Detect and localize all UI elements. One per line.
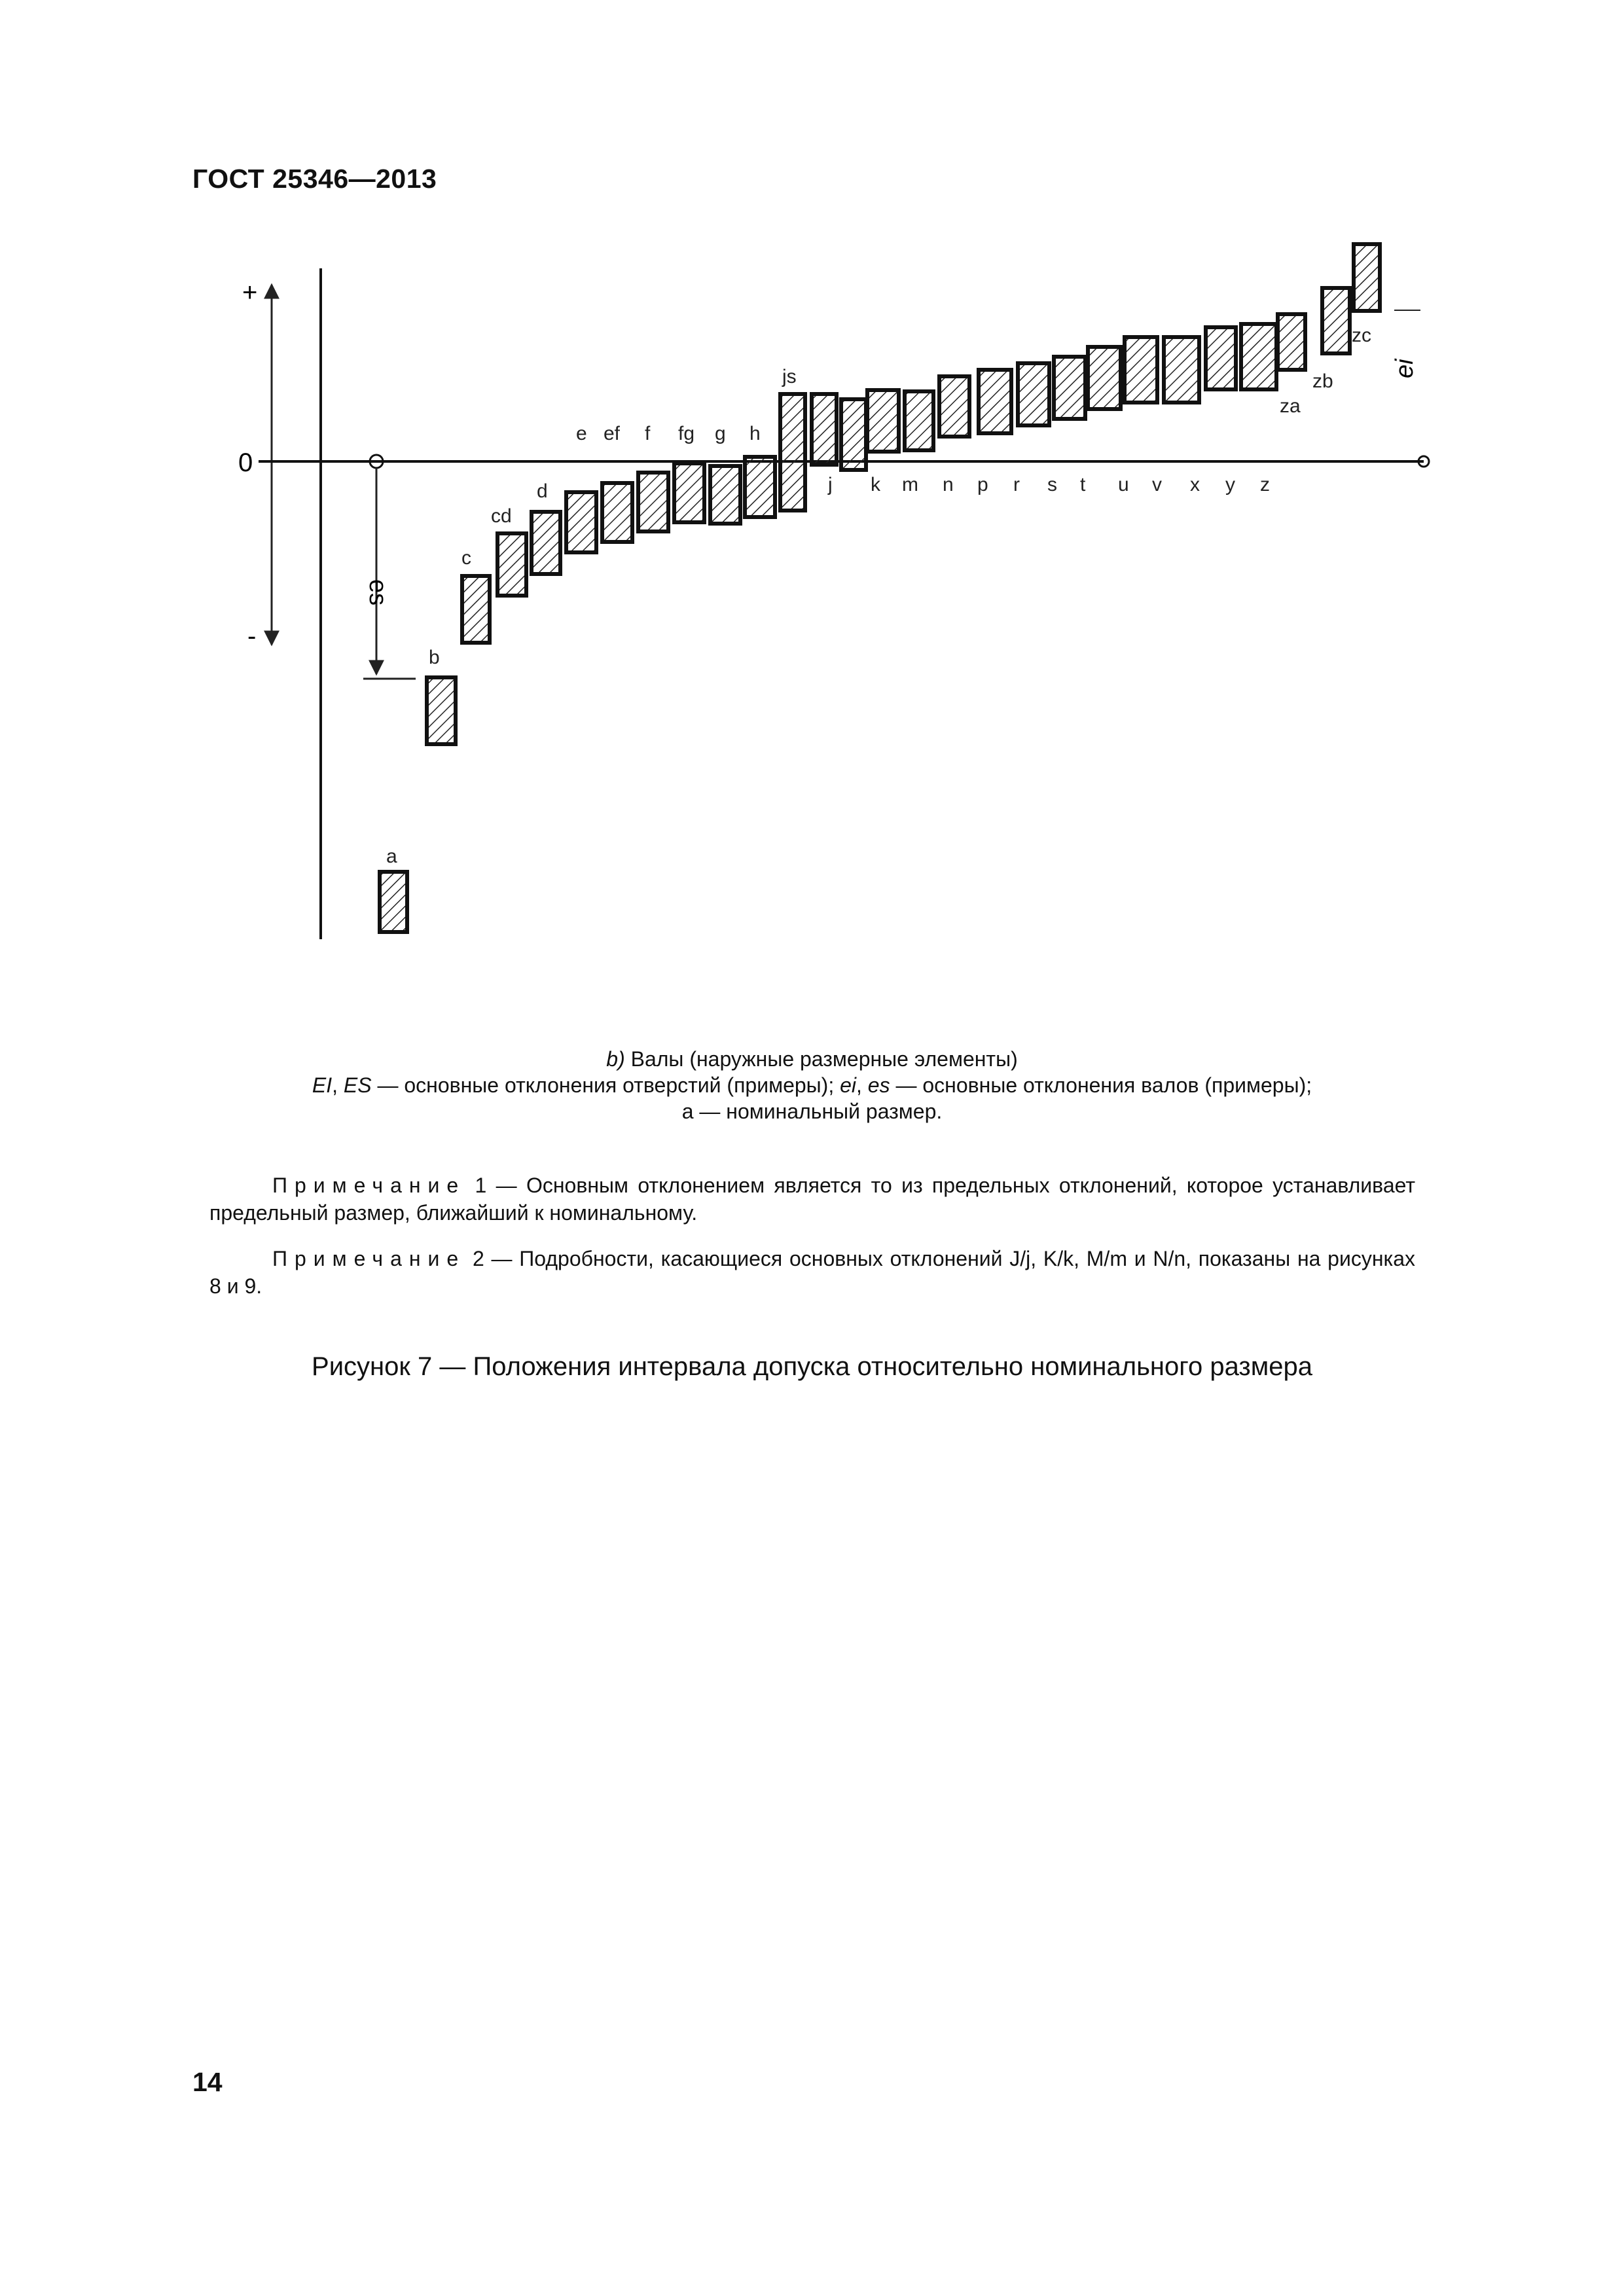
note-text: — Подробности, касающиеся основных отклонений J/j, K/k, M/m и N/n, показаны на рисунках 8 и 9.	[209, 1247, 1416, 1298]
tolerance-zone-g	[710, 466, 740, 524]
tolerance-zone-c	[462, 576, 490, 643]
tolerance-zone-y	[1206, 327, 1236, 389]
caption-sep: ,	[332, 1073, 344, 1097]
tolerance-zone-a	[380, 872, 407, 932]
tolerance-zone-cd	[497, 533, 526, 596]
caption-es: es	[867, 1073, 890, 1097]
tolerance-zone-h	[745, 457, 775, 517]
zone-label-p: p	[977, 474, 988, 495]
tolerance-zone-t	[1054, 357, 1085, 419]
tolerance-zone-zc	[1354, 244, 1380, 311]
tolerance-zone-m	[867, 390, 899, 452]
tolerance-zone-zb	[1322, 288, 1350, 353]
zone-label-s: s	[1047, 474, 1057, 495]
figure-caption-line1	[0, 1046, 1624, 1072]
tolerance-zone-n	[905, 391, 933, 450]
note-1	[209, 1172, 1415, 1227]
tolerance-zone-s	[1018, 363, 1049, 425]
caption-part-text: Валы (наружные размерные элементы)	[624, 1047, 1018, 1071]
figure-caption-line2	[0, 1072, 1624, 1098]
zone-label-e: e	[576, 423, 587, 444]
ei-label: ei	[1391, 359, 1418, 378]
tolerance-zone-e	[566, 492, 596, 552]
caption-holes-text: — основные отклонения отверстий (примеры);	[371, 1073, 840, 1097]
zone-label-t: t	[1080, 474, 1086, 495]
zone-label-m: m	[902, 474, 918, 495]
caption-part-letter: b)	[606, 1047, 625, 1071]
zone-label-c: c	[461, 547, 471, 569]
zone-label-d: d	[537, 480, 548, 502]
tolerance-zone-b	[427, 677, 456, 744]
tolerance-zone-p	[939, 376, 969, 437]
note-text: — Основным отклонением является то из предельных отклонений, которое устанавливает предельный размер, ближайший к номинальному.	[209, 1174, 1416, 1225]
zone-label-v: v	[1152, 474, 1162, 495]
zone-label-r: r	[1013, 474, 1020, 495]
tolerance-zone-k	[841, 399, 866, 470]
tolerance-zone-d	[532, 512, 560, 574]
es-label: es	[364, 579, 391, 606]
tolerance-zone-u	[1088, 347, 1121, 409]
zone-label-x: x	[1190, 474, 1200, 495]
axis-minus-label: -	[247, 622, 257, 651]
tolerance-zone-f	[638, 473, 668, 531]
caption-ES: ES	[343, 1073, 372, 1097]
zone-label-h: h	[749, 423, 761, 444]
tolerance-zone-js	[780, 394, 805, 511]
tolerance-zone-fg	[674, 463, 704, 522]
caption-ei: ei	[840, 1073, 857, 1097]
zone-label-n: n	[943, 474, 954, 495]
caption-sep: ,	[856, 1073, 868, 1097]
zone-label-za: za	[1280, 395, 1301, 417]
zone-label-fg: fg	[678, 423, 695, 444]
zone-label-u: u	[1118, 474, 1129, 495]
note-number: 1	[475, 1174, 487, 1197]
axis-plus-label: +	[242, 278, 258, 307]
zone-label-j: j	[828, 474, 833, 495]
zone-label-g: g	[715, 423, 726, 444]
note-2	[209, 1245, 1415, 1300]
figure-caption-line3: a — номинальный размер.	[681, 1100, 943, 1123]
caption-EI: EI	[312, 1073, 333, 1097]
note-number: 2	[472, 1247, 484, 1270]
document-header: ГОСТ 25346—2013	[192, 164, 437, 194]
figure-title: Рисунок 7 — Положения интервала допуска относительно номинального размера	[312, 1352, 1312, 1381]
zone-label-zb: zb	[1312, 370, 1333, 392]
zone-label-js: js	[782, 366, 797, 387]
tolerance-zones	[380, 244, 1380, 932]
tolerance-zone-z	[1241, 324, 1276, 389]
zone-label-ef: ef	[604, 423, 621, 444]
zone-label-z: z	[1260, 474, 1270, 495]
tolerance-zone-za	[1278, 314, 1305, 370]
tolerance-zone-ef	[602, 483, 632, 542]
zone-label-y: y	[1225, 474, 1235, 495]
zone-label-b: b	[429, 647, 440, 668]
note-label: Примечание	[272, 1247, 466, 1270]
caption-shafts-text: — основные отклонения валов (примеры);	[890, 1073, 1312, 1097]
tolerance-zone-x	[1164, 337, 1199, 403]
tolerance-position-diagram	[0, 0, 1624, 995]
page-number: 14	[192, 2067, 223, 2097]
axis-zero-label: 0	[238, 448, 253, 477]
zone-label-k: k	[871, 474, 880, 495]
zone-label-a: a	[386, 846, 397, 867]
note-label: Примечание	[272, 1174, 466, 1197]
tolerance-zone-v	[1125, 337, 1157, 403]
zone-label-f: f	[645, 423, 651, 444]
tolerance-zone-r	[979, 370, 1011, 433]
zone-label-zc: zc	[1352, 325, 1371, 346]
zone-label-cd: cd	[491, 505, 512, 527]
tolerance-zone-j	[812, 394, 837, 465]
